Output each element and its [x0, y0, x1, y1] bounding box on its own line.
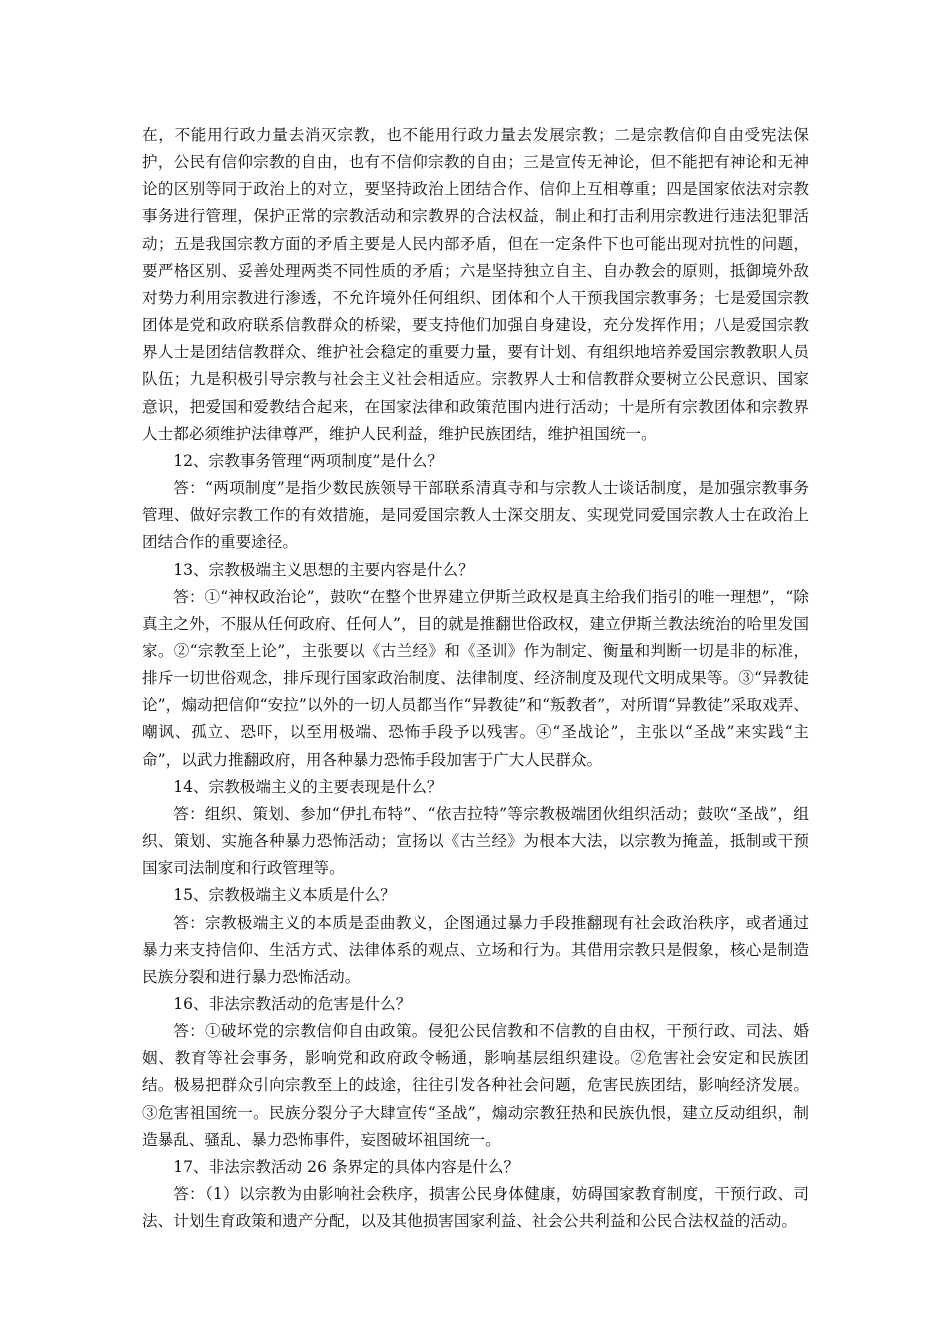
question-14: 14、宗教极端主义的主要表现是什么？	[173, 777, 443, 796]
answer-12: 答：“两项制度”是指少数民族领导干部联系清真寺和与宗教人士谈话制度，是加强宗教事务管理、做好宗教工作的有效措施，是同爱国宗教人士深交朋友、实现党同爱国宗教人士在政治上团结合作的重要途径。	[142, 479, 809, 552]
body-paragraph-continuation: 在，不能用行政力量去消灭宗教，也不能用行政力量去发展宗教；二是宗教信仰自由受宪法保护，公民有信仰宗教的自由，也有不信仰宗教的自由；三是宣传无神论，但不能把有神论和无神论的区别等同于政治上的对立，要坚持政治上团结合作、信仰上互相尊重；四是国家依法对宗教事务进行管理，保护正常的宗教活动和宗教界的合法权益，制止和打击利用宗教进行违法犯罪活动；五是我国宗教方面的矛盾主要是人民内部矛盾，但在一定条件下也可能出现对抗性的问题，要严格区别、妥善处理两类不同性质的矛盾；六是坚持独立自主、自办教会的原则，抵御境外敌对势力利用宗教进行渗透，不允许境外任何组织、团体和个人干预我国宗教事务；七是爱国宗教团体是党和政府联系信教群众的桥梁，要支持他们加强自身建设，充分发挥作用；八是爱国宗教界人士是团结信教群众、维护社会稳定的重要力量，要有计划、有组织地培养爱国宗教教职人员队伍；九是积极引导宗教与社会主义社会相适应。宗教界人士和信教群众要树立公民意识、国家意识，把爱国和爱教结合起来，在国家法律和政策范围内进行活动；十是所有宗教团体和宗教界人士都必须维护法律尊严，维护人民利益，维护民族团结，维护祖国统一。	[142, 126, 809, 443]
question-12: 12、宗教事务管理“两项制度”是什么？	[173, 451, 443, 470]
answer-17: 答：（1）以宗教为由影响社会秩序，损害公民身体健康，妨碍国家教育制度，干预行政、司法、计划生育政策和遗产分配，以及其他损害国家利益、社会公共利益和公民合法权益的活动。	[142, 1185, 809, 1231]
document-page	[142, 122, 809, 1235]
question-17: 17、非法宗教活动 26 条界定的具体内容是什么？	[173, 1157, 520, 1176]
answer-15: 答：宗教极端主义的本质是歪曲教义，企图通过暴力手段推翻现有社会政治秩序，或者通过暴力来支持信仰、生活方式、法律体系的观点、立场和行为。其借用宗教只是假象，核心是制造民族分裂和进行暴力恐怖活动。	[142, 913, 809, 986]
answer-14: 答：组织、策划、参加“伊扎布特”、“依吉拉特”等宗教极端团伙组织活动；鼓吹“圣战”，组织、策划、实施各种暴力恐怖活动；宣扬以《古兰经》为根本大法，以宗教为掩盖，抵制或干预国家司法制度和行政管理等。	[142, 804, 809, 878]
question-15: 15、宗教极端主义本质是什么？	[173, 886, 396, 905]
answer-16: 答：①破坏党的宗教信仰自由政策。侵犯公民信教和不信教的自由权，干预行政、司法、婚姻、教育等社会事务，影响党和政府政令畅通，影响基层组织建设。②危害社会安定和民族团结。极易把群众引向宗教至上的歧途，往往引发各种社会问题，危害民族团结，影响经济发展。③危害祖国统一。民族分裂分子大肆宣传“圣战”，煽动宗教狂热和民族仇恨，建立反动组织，制造暴乱、骚乱、暴力恐怖事件，妄图破坏祖国统一。	[142, 1022, 809, 1149]
answer-13: 答：①“神权政治论”，鼓吹“在整个世界建立伊斯兰政权是真主给我们指引的唯一理想”，“除真主之外，不服从任何政府、任何人”，目的就是推翻世俗政权，建立伊斯兰教法统治的哈里发国家。②“宗教至上论”，主张要以《古兰经》和《圣训》作为制定、衡量和判断一切是非的标准，排斥一切世俗观念，排斥现行国家政治制度、法律制度、经济制度及现代文明成果等。③“异教徒论”，煽动把信仰“安拉”以外的一切人员都当作“异教徒”和“叛教者”，对所谓“异教徒”采取戏弄、嘲讽、孤立、恐吓，以至用极端、恐怖手段予以残害。④“圣战论”，主张以“圣战”来实践“主命”，以武力推翻政府，用各种暴力恐怖手段加害于广大人民群众。	[142, 587, 809, 769]
question-13: 13、宗教极端主义思想的主要内容是什么？	[173, 560, 474, 579]
question-16: 16、非法宗教活动的危害是什么？	[173, 995, 412, 1013]
